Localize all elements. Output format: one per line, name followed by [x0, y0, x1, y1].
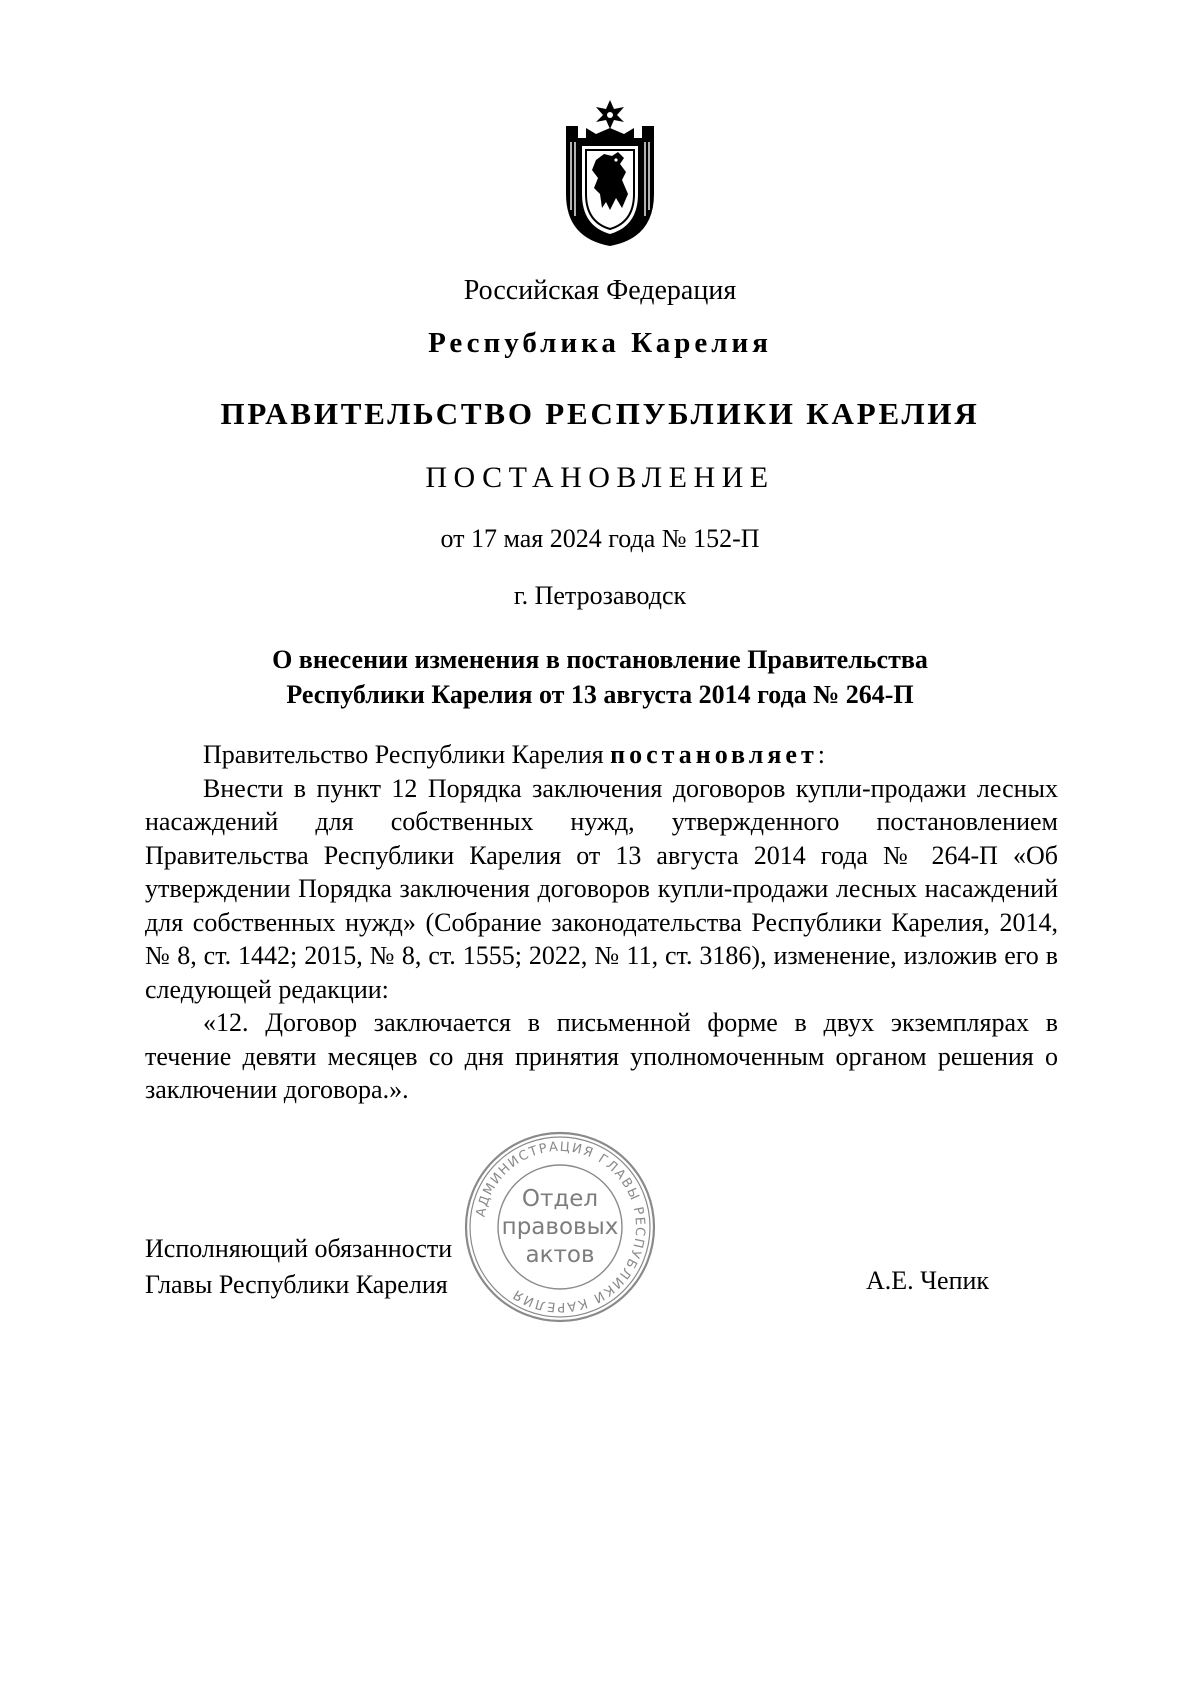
document-type: ПОСТАНОВЛЕНИЕ — [425, 461, 775, 494]
stamp-ring-text: АДМИНИСТРАЦИЯ ГЛАВЫ РЕСПУБЛИКИ КАРЕЛИЯ — [473, 1139, 648, 1315]
body-paragraph-1: Внести в пункт 12 Порядка заключения договоров купли-продажи лесных насаждений для собственных нужд, утвержденного постановлением Правительства Республики Карелия от 13 августа 2014 года № 264-П «Об утверждении Порядка заключения договоров купли-продажи лесных насаждений для собственных нужд» (Собрание законодательства Республики Карелия, 2014, № 8, ст. 1442; 2015, № 8, ст. 1555; 2022, № 11, ст. 3186), изменение, изложив его в следующей редакции: — [145, 773, 1058, 1004]
document-city: г. Петрозаводск — [513, 581, 687, 610]
government-title: ПРАВИТЕЛЬСТВО РЕСПУБЛИКИ КАРЕЛИЯ — [220, 396, 980, 431]
intro-prefix: Правительство Республики Карелия — [203, 740, 611, 769]
stamp-line-1: Отдел — [521, 1186, 599, 1212]
signer-title-line-2: Главы Республики Карелия — [145, 1270, 448, 1299]
stamp-line-2: правовых — [501, 1214, 619, 1240]
stamp-line-3: актов — [525, 1242, 595, 1268]
intro-suffix: : — [817, 740, 825, 769]
body-paragraph-2: «12. Договор заключается в письменной форме в двух экземплярах в течение девяти месяцев со дня принятия уполномоченным органом решения о заключении договора.». — [145, 1008, 1058, 1104]
official-stamp — [463, 1130, 657, 1324]
republic-name: Республика Карелия — [428, 327, 772, 359]
subject-line-1: О внесении изменения в постановление Правительства — [272, 645, 928, 674]
subject-line-2: Республики Карелия от 13 августа 2014 года № 264-П — [286, 680, 914, 709]
signer-name: А.Е. Чепик — [866, 1266, 990, 1295]
document-body — [145, 738, 1058, 1107]
karelia-coat-of-arms-icon — [560, 98, 660, 248]
country-name: Российская Федерация — [463, 275, 737, 306]
intro-keyword: постановляет — [610, 740, 818, 769]
document-subject — [0, 642, 1200, 712]
document-date-number: от 17 мая 2024 года № 152-П — [440, 524, 760, 553]
signer-title-line-1: Исполняющий обязанности — [145, 1234, 453, 1263]
intro-paragraph — [145, 738, 1058, 772]
signer-title — [145, 1231, 452, 1303]
